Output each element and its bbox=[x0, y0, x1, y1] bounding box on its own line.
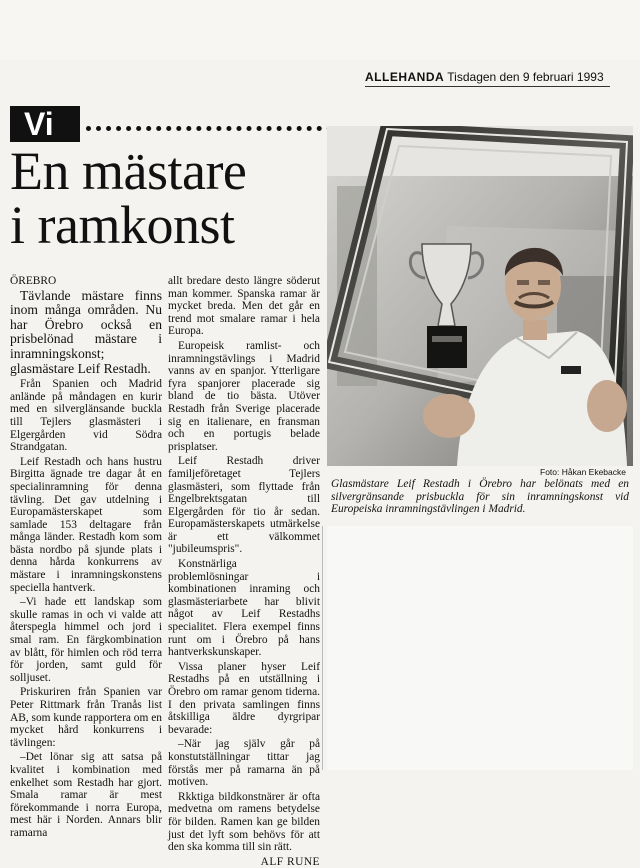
headline-line-1: En mästare bbox=[10, 141, 247, 201]
body-paragraph: –Vi hade ett landskap som skulle ramas in och vi valde att återspegla himmel och jord i smal ram. En färgkombination av blått, för himlen och röd terra för jorden, samt guld för solljuset. bbox=[10, 596, 162, 684]
article-column-1 bbox=[10, 275, 162, 842]
body-paragraph: Priskuriren från Spanien var Peter Rittmark från Tranås list AB, som kunde rapportera om en mycket hård konkurrens i tävlingen: bbox=[10, 686, 162, 749]
body-paragraph: Europeisk ramlist- och inramningstävlings i Madrid vanns av en spanjor. Ytterligare fyra spanjorer placerade sig bland de tio bästa. Utöver Restadh från Sverige placerade sig en italienare, en fransman och en portugis belade prisplatser. bbox=[168, 339, 320, 453]
body-paragraph: –När jag själv går på konstutställningar tittar jag förstås mer på ramarna än på motiven. bbox=[168, 738, 320, 789]
body-paragraph: Rkktiga bildkonstnärer är ofta medvetna om ramens betydelse för bilden. Ramen kan ge bilden just det lyft som behövs för att den ska komma till sin rätt. bbox=[168, 790, 320, 854]
masthead bbox=[365, 70, 604, 84]
photo-credit: Foto: Håkan Ekebacke bbox=[540, 467, 626, 477]
body-paragraph: Från Spanien och Madrid anlände på måndagen en kurir med en silverglänsande buckla till Tejlers glasmästeri i Elgergården vid Södra Strandgatan. bbox=[10, 378, 162, 454]
byline: ALF RUNE bbox=[260, 855, 320, 868]
body-paragraph: allt bredare desto längre söderut man kommer. Spanska ramar är mycket breda. Men det går en trend mot smalare ramar i hela Europa. bbox=[168, 275, 320, 338]
headline bbox=[10, 141, 330, 255]
newspaper-name: ALLEHANDA bbox=[365, 70, 445, 84]
photo-illustration bbox=[327, 126, 633, 466]
article-column-2 bbox=[168, 275, 320, 868]
column-divider bbox=[322, 526, 323, 770]
headline-line-2: i ramkonst bbox=[10, 195, 235, 255]
section-kicker bbox=[10, 106, 332, 142]
kicker-dotted-rule bbox=[86, 126, 332, 131]
body-paragraph: –Det lönar sig att satsa på kvalitet i kombination med enkelhet som Restadh har gjort. Smala ramar är mest förekommande i norra Europa, mest här i Norden. Annars blir ramarna bbox=[10, 751, 162, 839]
body-paragraph: Leif Restadh driver familjeföretaget Tejlers glasmästeri, som flyttade från Engelbrektsgatan till Elgergården för tio år sedan. Europamästerskapets utmärkelse är ett välkommet "jubileumspris". bbox=[168, 455, 320, 556]
body-paragraph: Vissa planer hyser Leif Restadhs på en utställning i Örebro om ramar genom tiderna. I den privata samlingen finns åtskilliga äldre dyrgripar bevarade: bbox=[168, 660, 320, 736]
body-paragraph: Leif Restadh och hans hustru Birgitta ägnade tre dagar åt en specialinramning för denna tävling. Det gav utdelning i Europamästerskapet som samlade 153 deltagare från många länder. Restadh kom som bästa nordbo på sjunde plats i denna hårda konkurrens av mästare i inramningskonstens speciella hantverk. bbox=[10, 455, 162, 594]
kicker-label: Vi bbox=[10, 106, 80, 142]
body-paragraph: Konstnärliga problemlösningar i kombinationen inraming och glasmästeriarbete har blivit något av Leif Restadhs specialitet. Flera exempel finns runt om i Örebro på hans hantverkskunskaper. bbox=[168, 558, 320, 659]
issue-date: Tisdagen den 9 februari 1993 bbox=[447, 70, 604, 84]
photo bbox=[327, 126, 633, 466]
photo-caption: Glasmästare Leif Restadh i Örebro har belönats med en silvergränsande prisbuckla för sin inramningskonst vid Europeiska inramningstävlingen i Madrid. bbox=[331, 478, 629, 516]
blank-area bbox=[327, 526, 633, 770]
dateline: ÖREBRO bbox=[10, 275, 57, 287]
masthead-rule bbox=[365, 86, 610, 87]
scan-top-margin bbox=[0, 0, 640, 60]
lead-paragraph: Tävlande mästare finns inom många områden. Nu har Örebro också en prisbelönad mästare i inramningskonst; glasmästare Leif Restadh. bbox=[10, 287, 162, 376]
